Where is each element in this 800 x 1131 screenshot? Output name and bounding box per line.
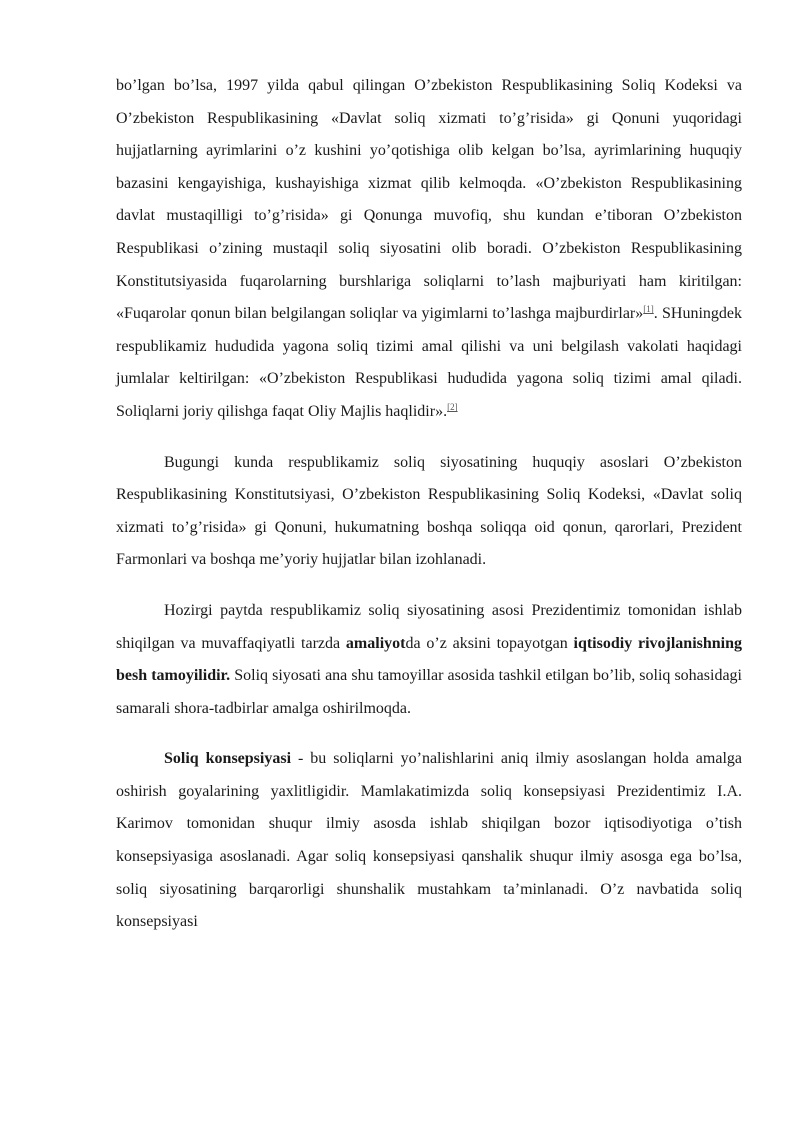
footnote-ref-2[interactable]: [2] [447, 401, 458, 412]
document-page [116, 70, 742, 939]
paragraph-4-term: Soliq konsepsiyasi [164, 750, 292, 768]
paragraph-3-bold-a: amaliyot [345, 634, 406, 652]
paragraph-3-text-a: Hozirgi paytda respublikamiz soliq siyosatining asosi Prezidentimiz tomonidan ishlab shiqilgan va muvaffaqiyatli tarzda [116, 601, 742, 652]
paragraph-3-bold-b: iqtisodiy rivojlanishning besh tamoyilidir. [116, 634, 743, 685]
paragraph-3-text-b: da o’z aksini topayotgan [405, 634, 574, 652]
paragraph-4 [116, 743, 742, 939]
paragraph-3-text-c: Soliq siyosati ana shu tamoyillar asosida tashkil etilgan bo’lib, soliq sohasidagi samarali shora-tadbirlar amalga oshirilmoqda. [116, 667, 742, 717]
paragraph-1-text-a: bo’lgan bo’lsa, 1997 yilda qabul qilingan O’zbekiston Respublikasining Soliq Kodeksi va O’zbekiston Respublikasining «Davlat soliq xizmati to’g’risida» gi Qonuni yuqoridagi hujjatlarning ayrimlarini o’z kushini yo’qotishiga olib kelgan bo’lsa, ayrimlarining huquqiy bazasini kengayishiga, kushayishiga xizmat qilib kelmoqda. «O’zbekiston Respublikasining davlat mustaqilligi to’g’risida» gi Qonunga muvofiq, shu kundan e’tiboran O’zbekiston Respublikasi o’zining mustaqil soliq siyosatini olib boradi. O’zbekiston Respublikasining Konstitutsiyasida fuqarolarning burshlariga soliqlarni to’lash majburiyati ham kiritilgan: «Fuqarolar qonun bilan belgilangan soliqlar va yigimlarni to’lashga majburdirlar» [116, 77, 742, 323]
paragraph-3 [116, 595, 742, 725]
paragraph-1 [116, 70, 742, 429]
paragraph-4-text: - bu soliqlarni yo’nalishlarini aniq ilmiy asoslangan holda amalga oshirish goyalarining yaxlitligidir. Mamlakatimizda soliq konsepsiyasi Prezidentimiz I.A. Karimov tomonidan shuqur ilmiy asosda ishlab shiqilgan bozor iqtisodiyotiga o’tish konsepsiyasiga asoslanadi. Agar soliq konsepsiyasi qanshalik shuqur ilmiy asosga ega bo’lsa, soliq siyosatining barqarorligi shunshalik mustahkam ta’minlanadi. O’z navbatida soliq konsepsiyasi [116, 750, 742, 931]
paragraph-2: Bugungi kunda respublikamiz soliq siyosatining huquqiy asoslari O’zbekiston Respublikasining Konstitutsiyasi, O’zbekiston Respublikasining Soliq Kodeksi, «Davlat soliq xizmati to’g’risida» gi Qonuni, hukumatning boshqa soliqqa oid qonun, qarorlari, Prezident Farmonlari va boshqa me’yoriy hujjatlar bilan izohlanadi. [116, 453, 742, 569]
footnote-ref-1[interactable]: [1] [643, 304, 654, 315]
paragraph-1-text-b: . SHuningdek respublikamiz hududida yagona soliq tizimi amal qilishi va uni belgilash vakolati haqidagi jumlalar keltirilgan: «O’zbekiston Respublikasi hududida yagona soliq tizimi amal qiladi. Soliqlarni joriy qilishga faqat Oliy Majlis haqlidir». [116, 305, 743, 420]
